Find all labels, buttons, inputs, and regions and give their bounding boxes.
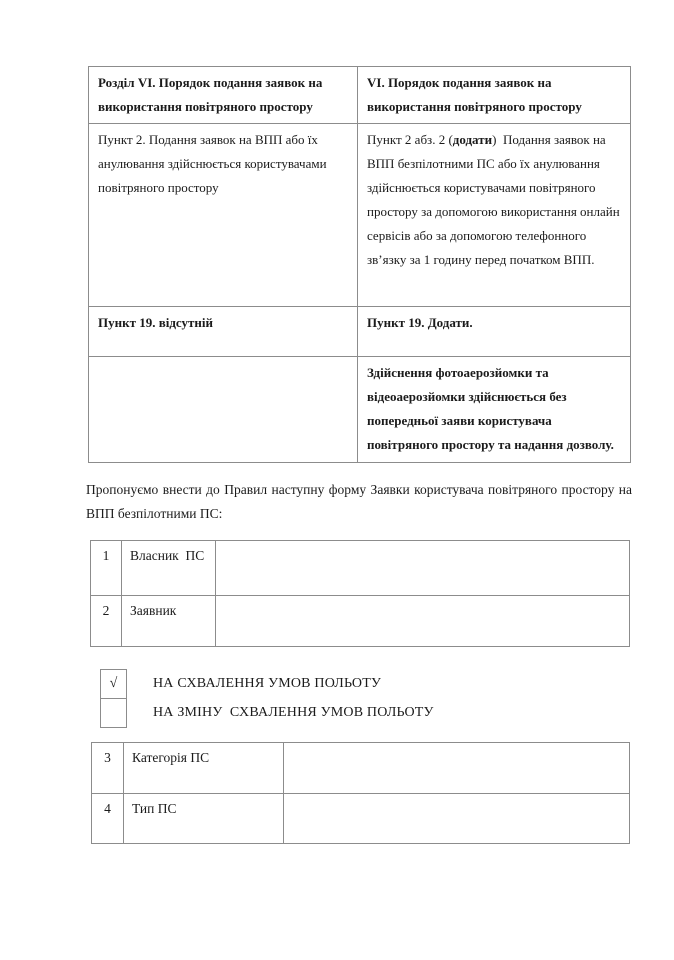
type-label-cell: Тип ПС bbox=[124, 794, 284, 844]
intro-paragraph: Пропонуємо внести до Правил наступну форму Заявки користувача повітряного простору на ВПП безпілотними ПС: bbox=[86, 482, 632, 521]
category-row bbox=[92, 743, 630, 794]
point-19-proposed-cell: Пункт 19. Додати. bbox=[358, 307, 631, 357]
change-checkbox[interactable] bbox=[100, 698, 127, 728]
row-number-cell: 2 bbox=[91, 596, 122, 647]
applicant-label-cell: Заявник bbox=[122, 596, 216, 647]
approval-option-row bbox=[100, 669, 434, 699]
checkmark-icon: √ bbox=[109, 676, 118, 691]
type-value-cell bbox=[284, 794, 630, 844]
approval-checkbox[interactable] bbox=[100, 669, 127, 699]
point-2-current-cell: Пункт 2. Подання заявок на ВПП або їх анулювання здійснюється користувачами повітряного простору bbox=[89, 124, 358, 307]
point-2-row bbox=[89, 124, 631, 307]
change-option-label: НА ЗМІНУ СХВАЛЕННЯ УМОВ ПОЛЬОТУ bbox=[153, 705, 434, 720]
point-2-proposed-bold: додати bbox=[452, 132, 493, 147]
type-row bbox=[92, 794, 630, 844]
category-value-cell bbox=[284, 743, 630, 794]
owner-row bbox=[91, 541, 630, 596]
point-2-proposed-cell bbox=[358, 124, 631, 307]
change-option-row bbox=[100, 698, 434, 728]
point-19-row bbox=[89, 307, 631, 357]
row-number-cell: 3 bbox=[92, 743, 124, 794]
form-table-owner-applicant bbox=[90, 540, 630, 647]
category-label-cell: Категорія ПС bbox=[124, 743, 284, 794]
comparison-table bbox=[88, 66, 631, 463]
photo-survey-row bbox=[89, 357, 631, 463]
flight-conditions-checkbox-group bbox=[100, 669, 434, 728]
owner-label-cell: Власник ПС bbox=[122, 541, 216, 596]
row-number-cell: 4 bbox=[92, 794, 124, 844]
point-2-proposed-prefix: Пункт 2 абз. 2 ( bbox=[367, 132, 453, 147]
new-section-header-cell: VI. Порядок подання заявок на використання повітряного простору bbox=[358, 67, 631, 124]
old-section-header-cell: Розділ VI. Порядок подання заявок на використання повітряного простору bbox=[89, 67, 358, 124]
form-table-category-type bbox=[91, 742, 630, 844]
comparison-header-row bbox=[89, 67, 631, 124]
owner-value-cell bbox=[216, 541, 630, 596]
photo-survey-proposed-cell: Здійснення фотоаерозйомки та відеоаерозйомки здійснюється без попередньої заяви користувача повітряного простору та надання дозволу. bbox=[358, 357, 631, 463]
point-2-proposed-suffix: ) Подання заявок на ВПП безпілотними ПС або їх анулювання здійснюється користувачами повітряного простору за допомогою використання онлайн сервісів або за допомогою телефонного зв’язку за 1 годину перед початком ВПП. bbox=[367, 132, 620, 267]
approval-option-label: НА СХВАЛЕННЯ УМОВ ПОЛЬОТУ bbox=[153, 676, 382, 691]
applicant-value-cell bbox=[216, 596, 630, 647]
empty-cell bbox=[89, 357, 358, 463]
point-19-current-cell: Пункт 19. відсутній bbox=[89, 307, 358, 357]
row-number-cell: 1 bbox=[91, 541, 122, 596]
applicant-row bbox=[91, 596, 630, 647]
